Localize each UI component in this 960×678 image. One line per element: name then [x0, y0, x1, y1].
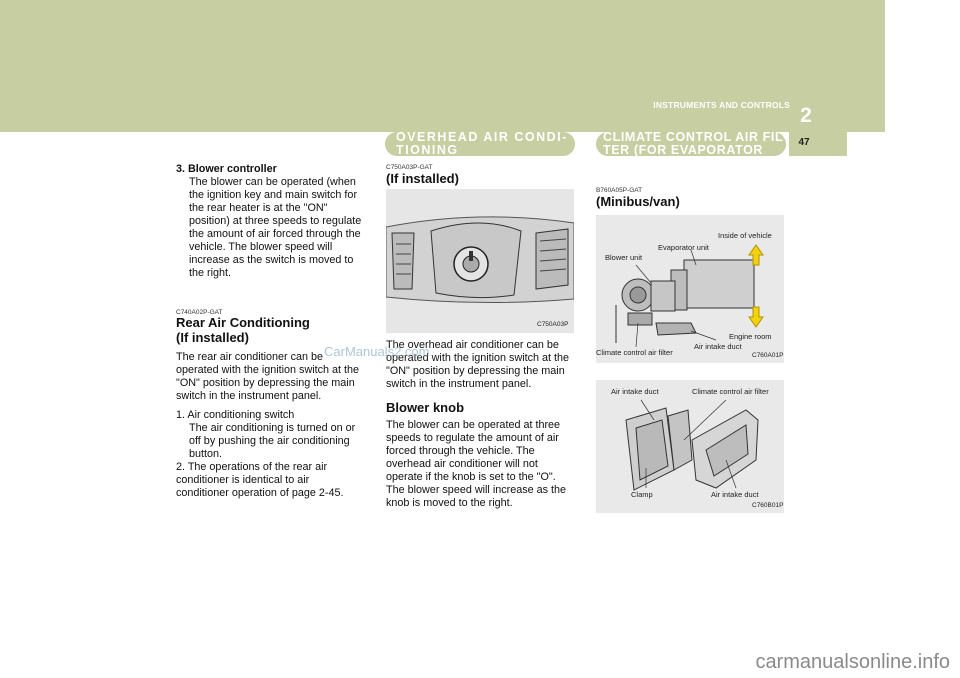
header-band [0, 0, 885, 132]
section-title-overhead [396, 131, 568, 157]
label-evaporator-unit: Evaporator unit [658, 243, 709, 252]
label-clamp: Clamp [631, 490, 653, 499]
list-body: The air conditioning is turned on or off by pushing the air conditioning button. [189, 422, 356, 460]
label-engine-room: Engine room [729, 332, 772, 341]
figure-code: C750A03P [537, 321, 569, 328]
section-title-filter [603, 131, 788, 170]
item-heading: 3. Blower controller [176, 163, 277, 175]
rear-ac-heading [176, 315, 310, 345]
figure-code: C760A01P [752, 352, 784, 359]
label-blower-unit: Blower unit [605, 253, 643, 262]
blower-knob-heading: Blower knob [386, 400, 465, 415]
list-body: The operations of the rear air conditioner is identical to air conditioner operation of page 2-45. [176, 461, 344, 499]
label-air-intake-duct: Air intake duct [694, 342, 742, 351]
blower-controller-item [176, 163, 364, 280]
rear-ac-intro: The rear air conditioner can be operated with the ignition switch at the "ON" position by depressing the main switch in the instrument panel. [176, 351, 360, 402]
overhead-body: The overhead air conditioner can be operated with the ignition switch at the "ON" position by depressing the main switch in the instrument panel. [386, 339, 570, 390]
page-number: 47 [798, 137, 810, 148]
label-climate-filter: Climate control air filter [596, 348, 673, 357]
rear-ac-list [176, 409, 364, 500]
header-tab-gap [885, 0, 960, 132]
filter-subheading: (Minibus/van) [596, 194, 680, 209]
section-title-line: AND BLOWER UNIT) [603, 156, 736, 170]
section-title-line: TER (FOR EVAPORATOR [603, 143, 764, 157]
section-code: C750A03P-GAT [386, 164, 433, 171]
section-title-line: OVERHEAD AIR CONDI- [396, 130, 568, 144]
figure-code: C760B01P [752, 502, 784, 509]
section-title-line: CLIMATE CONTROL AIR FIL- [603, 130, 788, 144]
section-title-line: TIONING [396, 143, 459, 157]
overhead-subheading: (If installed) [386, 171, 459, 186]
label-air-intake-duct-top: Air intake duct [611, 387, 659, 396]
item-body: The blower can be operated (when the ignition key and main switch for the rear heater is at the "ON" position) at three speeds to regulate the amount of air forced through the vehicle. The blower speed will increase as the switch is moved to the right. [189, 176, 362, 279]
label-inside-vehicle: Inside of vehicle [718, 231, 772, 240]
label-air-intake-duct-bottom: Air intake duct [711, 490, 759, 499]
footer-watermark: carmanualsonline.info [755, 651, 950, 673]
chapter-number: 2 [800, 104, 812, 127]
chapter-title: INSTRUMENTS AND CONTROLS [653, 100, 790, 110]
list-item [176, 461, 364, 500]
list-number: 2. [176, 461, 186, 473]
label-climate-filter-2: Climate control air filter [692, 387, 769, 396]
heading-line: (If installed) [176, 330, 249, 345]
list-number: 1. [176, 409, 186, 421]
heading-line: Rear Air Conditioning [176, 315, 310, 330]
section-code: C740A02P-GAT [176, 309, 223, 316]
blower-knob-body: The blower can be operated at three speeds to regulate the amount of air forced through the vehicle. The overhead air conditioner will not operate if the knob is set to the "O". The blower speed will increase as the knob is moved to the right. [386, 419, 567, 509]
section-code: B760A05P-GAT [596, 187, 643, 194]
list-title: Air conditioning switch [187, 409, 295, 421]
overhead-ac-illustration [386, 189, 574, 333]
list-item [176, 409, 364, 461]
watermark: CarManuals2.com [324, 344, 430, 359]
overhead-ac-figure [386, 189, 574, 333]
